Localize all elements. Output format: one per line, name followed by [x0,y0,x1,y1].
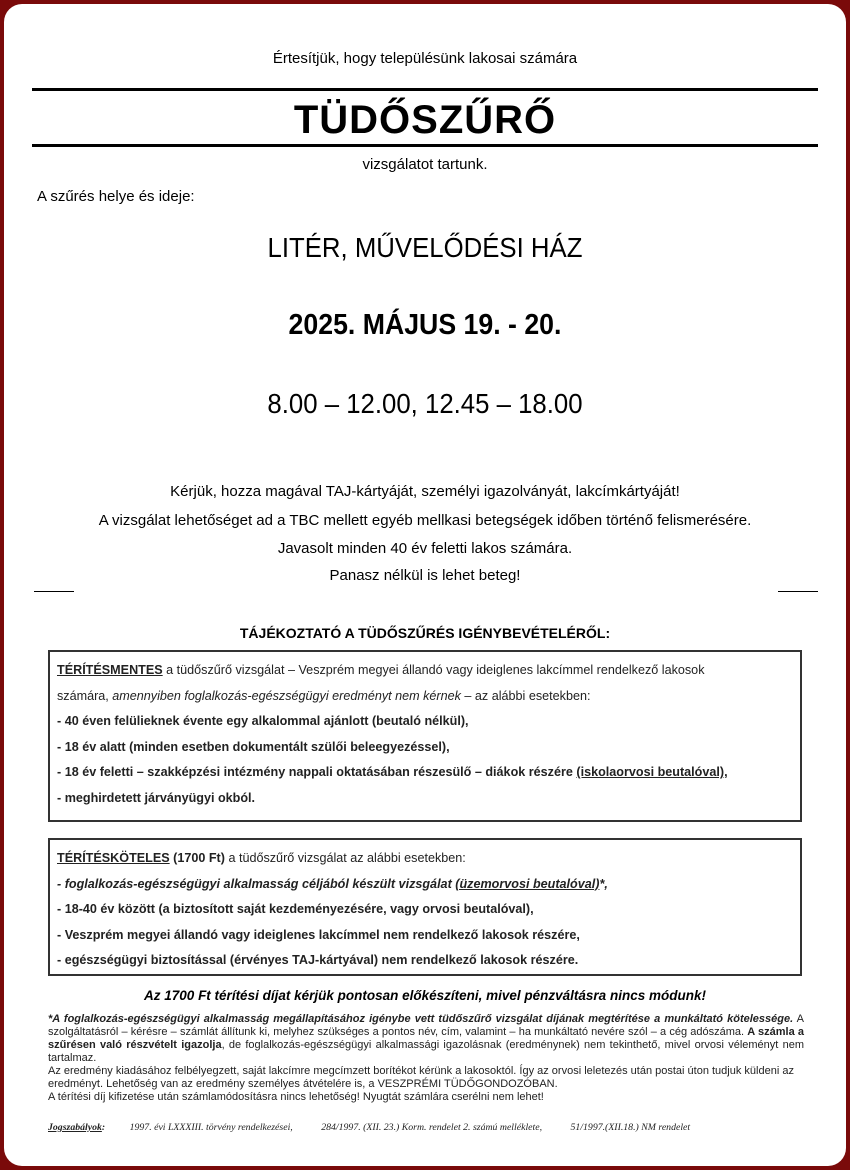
footnote-p1-rest2: , de foglalkozás-egészségügyi alkalmassági igazolásnak (eredménynek) nem tekinthető, mivel orvosi véleményt nem tartalmaz. [48,1039,804,1064]
payment-warning: Az 1700 Ft térítési díjat kérjük pontosan előkészíteni, mivel pénzváltásra nincs módunk! [144,988,706,1003]
left-divider [34,591,74,592]
paid-item-4: - egészségügyi biztosítással (érvényes TAJ-kártyával) nem rendelkező lakosok részére. [57,953,579,967]
page-title: TÜDŐSZŰRŐ [293,98,557,142]
free-line-1-text: a tüdőszűrő vizsgálat – Veszprém megyei állandó vagy ideiglenes lakcímmel rendelkező lakosok [162,663,705,677]
title-top-rule [32,88,818,91]
free-screening-box [48,650,802,822]
note-warning: Panasz nélkül is lehet beteg! [329,567,521,584]
paid-item-1-b: *, [599,876,608,891]
footnote-p1-rest: A szolgáltatásról – kérésre – számlát állítunk ki, melyhez szükséges a pontos név, cím, valamint – ha munkáltató nevére szól – a cég adószáma. [48,1013,804,1038]
free-item-4: - meghirdetett járványügyi okból. [57,790,256,805]
footnote-p1-bold: *A foglalkozás-egészségügyi alkalmasság megállapításához igénybe vett tüdőszűrő vizsgálat díjának megtérítése a munkáltató kötelessége. [48,1013,794,1025]
legal-colon: : [101,1122,106,1133]
free-item-3-b: , [724,765,728,779]
legal-references [48,1122,804,1133]
note-purpose: A vizsgálat lehetőséget ad a TBC mellett egyéb mellkasi betegségek időben történő felismerésére. [98,512,752,529]
footnote [48,1013,804,1104]
paid-price: (1700 Ft) [169,851,225,865]
intro-text: Értesítjük, hogy településünk lakosai számára [272,50,578,67]
paid-item-1-underline: (üzemorvosi beutalóval) [455,876,600,891]
flyer-page [4,4,846,1166]
paid-item-1-a: - foglalkozás-egészségügyi alkalmasság céljából készült vizsgálat [57,876,456,891]
free-line-2-italic: amennyiben foglalkozás-egészségügyi eredményt nem kérnek [112,688,461,703]
free-line-1 [57,658,792,684]
note-recommendation: Javasolt minden 40 év feletti lakos számára. [277,540,573,557]
place-time-label: A szűrés helye és ideje: [37,188,195,205]
free-line-2-a: számára, [57,688,113,703]
free-item-3-underline: (iskolaorvosi beutalóval) [576,765,725,779]
legal-ref-2: 284/1997. (XII. 23.) Korm. rendelet 2. számú melléklete, [321,1122,543,1133]
footnote-p2: Az eredmény kiadásához felbélyegzett, saját lakcímre megcímzett borítékot kérünk a lakosoktól. Így az orvosi leletezés után postai úton tudjuk küldeni az eredményt. Lehetőség van az eredmény személyes átvételére is, a VESZPRÉMI TÜDŐGONDOZÓBAN. [48,1065,794,1090]
note-bring-documents: Kérjük, hozza magával TAJ-kártyáját, személyi igazolványát, lakcímkártyáját! [170,483,680,500]
free-line-2 [57,684,792,710]
free-line-2-b: – az alábbi esetekben: [460,688,591,703]
paid-item-1 [57,872,792,898]
free-item-3-a: - 18 év feletti – szakképzési intézmény nappali oktatásában részesülő – diákok részére [57,765,577,779]
legal-ref-1: 1997. évi LXXXIII. törvény rendelkezései, [129,1122,293,1133]
paid-line-1 [57,846,792,872]
free-term: TÉRÍTÉSMENTES [57,663,163,677]
footnote-p1-bold2: A számla a szűrésen való részvételt igazolja [48,1026,804,1051]
paid-line-1-text: a tüdőszűrő vizsgálat az alábbi esetekben: [224,851,466,865]
hours-text: 8.00 – 12.00, 12.45 – 18.00 [267,388,583,419]
legal-label: Jogszabályok [48,1122,102,1133]
paid-item-2: - 18-40 év között (a biztosított saját kezdeményezésére, vagy orvosi beutalóval), [57,902,534,916]
venue-text: LITÉR, MŰVELŐDÉSI HÁZ [267,232,583,263]
paid-term: TÉRÍTÉSKÖTELES [57,851,170,865]
free-item-2: - 18 év alatt (minden esetben dokumentált szülői beleegyezéssel), [57,739,450,754]
date-text: 2025. MÁJUS 19. - 20. [288,309,562,341]
title-bottom-rule [32,144,818,147]
legal-ref-3: 51/1997.(XII.18.) NM rendelet [570,1122,691,1133]
paid-item-3: - Veszprém megyei állandó vagy ideiglenes lakcímmel nem rendelkező lakosok részére, [57,927,580,942]
paid-screening-box [48,838,802,976]
free-item-1: - 40 éven felülieknek évente egy alkalommal ajánlott (beutaló nélkül), [57,714,469,728]
free-item-3 [57,760,792,786]
right-divider [778,591,818,592]
footnote-p1 [48,1013,804,1065]
info-heading: TÁJÉKOZTATÓ A TÜDŐSZŰRÉS IGÉNYBEVÉTELÉRŐL: [239,625,611,641]
footnote-p3: A térítési díj kifizetése után számlamódosításra nincs lehetőség! Nyugtát számlára cserélni nem lehet! [48,1091,544,1103]
subtitle-text: vizsgálatot tartunk. [362,156,488,173]
